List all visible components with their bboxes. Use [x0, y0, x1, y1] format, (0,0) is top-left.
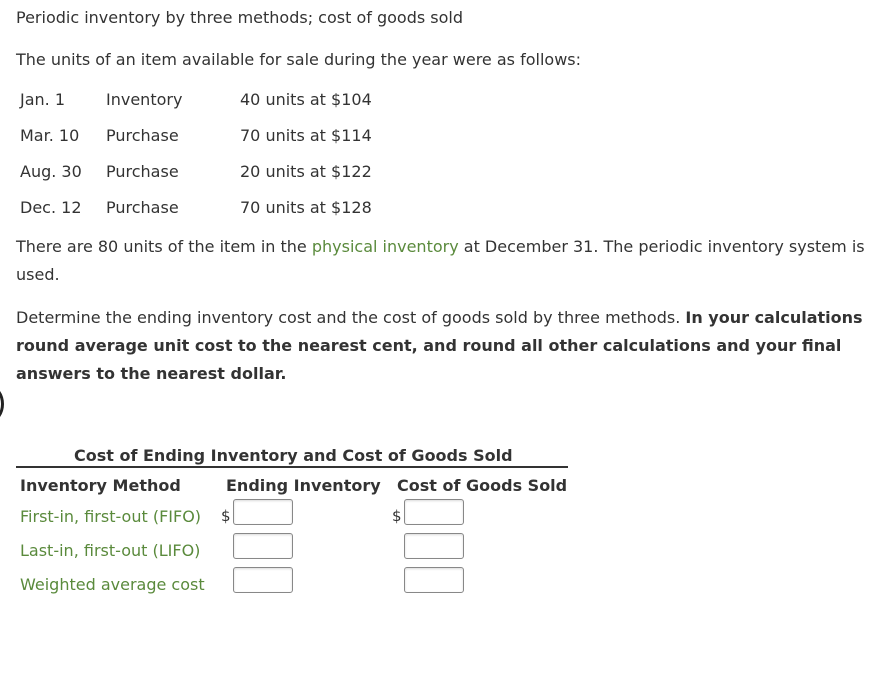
method-label[interactable]: Weighted average cost [20, 575, 205, 594]
intro-text: The units of an item available for sale during the year were as follows: [16, 50, 581, 69]
table-row [0, 541, 600, 575]
unit-quantity: 40 units at $104 [240, 90, 372, 109]
unit-date: Mar. 10 [20, 126, 80, 145]
method-label[interactable]: First-in, first-out (FIFO) [20, 507, 202, 526]
fifo-cogs-input[interactable] [404, 499, 464, 525]
header-cost-of-goods-sold: Cost of Goods Sold [397, 476, 568, 495]
unit-quantity: 70 units at $114 [240, 126, 372, 145]
problem-title: Periodic inventory by three methods; cost of goods sold [16, 8, 464, 27]
currency-symbol: $ [392, 507, 402, 525]
paragraph-text: at December 31. The periodic inventory system is used. [16, 237, 865, 284]
weighted-average-cogs-input[interactable] [404, 567, 464, 593]
physical-inventory-link[interactable]: physical inventory [311, 237, 459, 256]
instructions-paragraph [16, 304, 878, 388]
unit-date: Dec. 12 [20, 198, 82, 217]
header-inventory-method: Inventory Method [20, 476, 181, 495]
paragraph-text: There are 80 units of the item in the [16, 237, 312, 256]
unit-type: Purchase [106, 162, 179, 181]
unit-date: Aug. 30 [20, 162, 82, 181]
table-row [0, 507, 600, 541]
header-ending-inventory: Ending Inventory [226, 476, 381, 495]
weighted-average-ending-inventory-input[interactable] [233, 567, 293, 593]
fifo-ending-inventory-input[interactable] [233, 499, 293, 525]
lifo-ending-inventory-input[interactable] [233, 533, 293, 559]
instructions-bold-text: In your calculations round average unit cost to the nearest cent, and round all other calculations and your final answers to the nearest dollar. [16, 308, 863, 383]
physical-inventory-paragraph [16, 233, 878, 289]
unit-date: Jan. 1 [20, 90, 66, 109]
instructions-text: Determine the ending inventory cost and the cost of goods sold by three methods. [16, 308, 686, 327]
unit-type: Inventory [106, 90, 183, 109]
edge-circle-icon [0, 386, 4, 422]
unit-type: Purchase [106, 126, 179, 145]
table-title: Cost of Ending Inventory and Cost of Goods Sold [16, 446, 568, 468]
currency-symbol: $ [221, 507, 231, 525]
lifo-cogs-input[interactable] [404, 533, 464, 559]
unit-type: Purchase [106, 198, 179, 217]
unit-quantity: 20 units at $122 [240, 162, 372, 181]
method-label[interactable]: Last-in, first-out (LIFO) [20, 541, 201, 560]
unit-quantity: 70 units at $128 [240, 198, 372, 217]
table-row [0, 575, 600, 609]
